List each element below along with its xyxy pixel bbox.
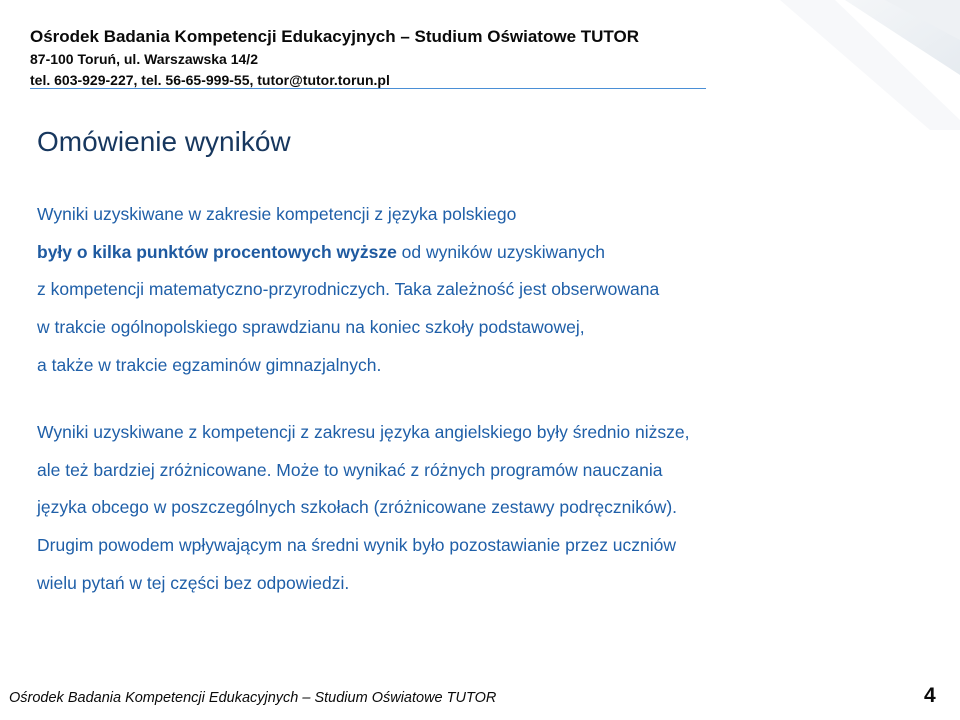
paragraph-line: Drugim powodem wpływającym na średni wynik było pozostawianie przez uczniów [37, 535, 677, 556]
paragraph-polish-results [37, 196, 937, 385]
paragraph-line: ale też bardziej zróżnicowane. Może to wynikać z różnych programów nauczania [37, 459, 663, 480]
footer-text: Ośrodek Badania Kompetencji Edukacyjnych – Studium Oświatowe TUTOR [9, 690, 497, 706]
header-organization-name: Ośrodek Badania Kompetencji Edukacyjnych – Studium Oświatowe TUTOR [30, 27, 639, 46]
header-contact: tel. 603-929-227, tel. 56-65-999-55, tutor@tutor.torun.pl [30, 72, 390, 88]
corner-decoration [630, 0, 960, 130]
paragraph-line: języka obcego w poszczególnych szkołach (zróżnicowane zestawy podręczników). [37, 497, 678, 518]
emphasized-text: były o kilka punktów procentowych wyższe [37, 241, 397, 262]
header-address: 87-100 Toruń, ul. Warszawska 14/2 [30, 51, 258, 67]
paragraph-line: z kompetencji matematyczno-przyrodniczych. Taka zależność jest obserwowana [37, 279, 660, 300]
paragraph-line: wielu pytań w tej części bez odpowiedzi. [37, 572, 350, 593]
header-divider [30, 88, 706, 89]
paragraph-line: w trakcie ogólnopolskiego sprawdzianu na koniec szkoły podstawowej, [37, 317, 585, 338]
paragraph-text: od wyników uzyskiwanych [396, 241, 605, 262]
paragraph-line [37, 234, 937, 272]
paragraph-line: Wyniki uzyskiwane w zakresie kompetencji z języka polskiego [37, 204, 517, 224]
paragraph-line: a także w trakcie egzaminów gimnazjalnych. [37, 354, 382, 375]
paragraph-english-results [37, 414, 937, 603]
slide-title: Omówienie wyników [37, 126, 291, 157]
paragraph-line: Wyniki uzyskiwane z kompetencji z zakresu języka angielskiego były średnio niższe, [37, 422, 690, 442]
header [30, 28, 639, 87]
page-number: 4 [924, 684, 936, 707]
